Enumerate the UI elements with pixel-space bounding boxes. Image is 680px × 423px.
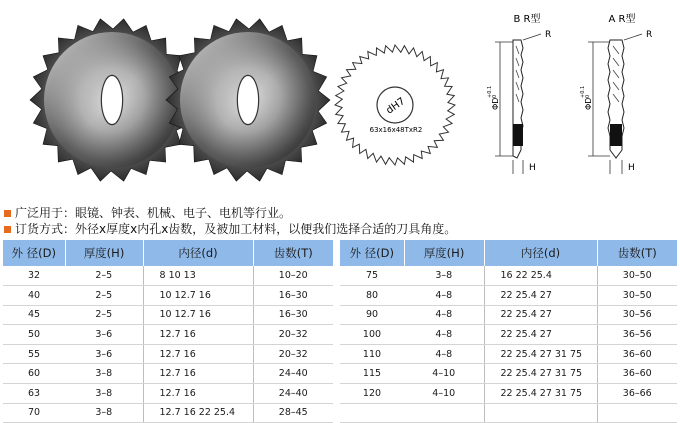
cell-diameter: 40 [3,286,65,306]
cell-diameter: 80 [340,286,404,306]
table-row [340,325,677,345]
usage-notes [4,205,456,237]
cell-diameter: 45 [3,305,65,325]
col-header-thickness: 厚度(H) [404,240,484,266]
product-illustrations [0,0,680,205]
cell-teeth: 30–50 [597,266,677,286]
table-row [340,266,677,286]
cell-teeth: 36–56 [597,325,677,345]
cell-teeth: 36–66 [597,384,677,404]
col-header-bore: 内径(d) [143,240,253,266]
cell-thickness: 3–8 [404,266,484,286]
cell-thickness: 3–8 [65,403,143,423]
table-row [3,403,333,423]
ar-r-label: R [646,30,653,40]
note-line [4,205,456,221]
br-type-title: B R型 [513,14,541,25]
col-header-diameter: 外 径(D) [340,240,404,266]
cell-thickness: 3–6 [65,344,143,364]
cell-teeth: 30–56 [597,305,677,325]
cell-diameter: 63 [3,384,65,404]
br-r-label: R [545,30,552,40]
table-row [3,344,333,364]
cell-bore: 12.7 16 22 25.4 [143,403,253,423]
table-header-row [3,240,333,266]
spec-table-right [340,240,677,423]
cell-thickness: 4–8 [404,286,484,306]
table-row [3,364,333,384]
cell-thickness: 4–10 [404,364,484,384]
note-text: 订货方式：外径x厚度x内孔x齿数，及被加工材料，以便我们选择合适的刀具角度。 [15,222,457,236]
cell-diameter: 110 [340,344,404,364]
cell-thickness: 2–5 [65,266,143,286]
bore-label: dH7 [384,95,408,117]
cell-bore: 22 25.4 27 31 75 [484,364,597,384]
table-row [3,384,333,404]
cell-diameter: 100 [340,325,404,345]
cell-bore: 12.7 16 [143,364,253,384]
table-row [340,384,677,404]
cell-teeth: 16–30 [253,286,333,306]
bullet-square-icon [4,226,11,233]
cell-thickness: 4–8 [404,344,484,364]
ar-profile-drawing [580,0,675,180]
cell-diameter: 120 [340,384,404,404]
cell-teeth: 28–45 [253,403,333,423]
cell-bore: 22 25.4 27 [484,325,597,345]
cell-thickness: 2–5 [65,286,143,306]
table-row [3,266,333,286]
cell-bore: 12.7 16 [143,325,253,345]
cell-teeth: 30–50 [597,286,677,306]
table-row [3,325,333,345]
table-row [340,364,677,384]
cell-thickness [404,403,484,423]
cell-teeth: 24–40 [253,364,333,384]
note-text: 广泛用于：眼镜、钟表、机械、电子、电机等行业。 [15,206,292,220]
cell-teeth: 20–32 [253,344,333,364]
cell-diameter: 60 [3,364,65,384]
table-row [340,305,677,325]
table-row [3,305,333,325]
cell-diameter: 90 [340,305,404,325]
cell-diameter: 32 [3,266,65,286]
cell-thickness: 4–8 [404,325,484,345]
table-header-row [340,240,677,266]
col-header-teeth: 齿数(T) [597,240,677,266]
br-tolerance-upper: +0.1 [487,85,493,98]
cell-diameter: 70 [3,403,65,423]
cell-teeth: 10–20 [253,266,333,286]
col-header-thickness: 厚度(H) [65,240,143,266]
cell-teeth: 36–60 [597,344,677,364]
cell-bore: 10 12.7 16 [143,305,253,325]
cell-teeth [597,403,677,423]
br-profile-drawing [485,0,575,180]
cell-bore: 22 25.4 27 31 75 [484,384,597,404]
cell-bore [484,403,597,423]
table-row [340,344,677,364]
cell-bore: 12.7 16 [143,384,253,404]
blade-front-view-schematic [330,40,460,170]
cell-teeth: 36–60 [597,364,677,384]
ar-diameter-label: ΦD [584,97,593,110]
ar-tolerance-lower: 0 [585,94,591,98]
bullet-square-icon [4,210,11,217]
col-header-teeth: 齿数(T) [253,240,333,266]
br-diameter-label: ΦD [491,97,500,110]
table-row [340,403,677,423]
cell-teeth: 20–32 [253,325,333,345]
table-row [340,286,677,306]
cell-thickness: 3–6 [65,325,143,345]
br-h-label: H [529,163,536,173]
cell-bore: 12.7 16 [143,344,253,364]
cell-diameter: 115 [340,364,404,384]
cell-diameter [340,403,404,423]
spec-table-left [3,240,333,423]
cell-diameter: 75 [340,266,404,286]
cell-thickness: 3–8 [65,364,143,384]
cell-teeth: 16–30 [253,305,333,325]
cell-bore: 8 10 13 [143,266,253,286]
ar-tolerance-upper: +0.1 [580,85,586,98]
cell-diameter: 50 [3,325,65,345]
cell-thickness: 4–10 [404,384,484,404]
cell-bore: 22 25.4 27 31 75 [484,344,597,364]
cell-bore: 22 25.4 27 [484,286,597,306]
note-line [4,221,456,237]
ar-h-label: H [628,163,635,173]
cell-bore: 10 12.7 16 [143,286,253,306]
col-header-bore: 内径(d) [484,240,597,266]
cell-thickness: 2–5 [65,305,143,325]
cell-teeth: 24–40 [253,384,333,404]
blade-spec-label: 63x16x48TxR2 [369,126,423,134]
ar-type-title: A R型 [608,14,636,25]
cell-thickness: 4–8 [404,305,484,325]
cell-bore: 16 22 25.4 [484,266,597,286]
cell-bore: 22 25.4 27 [484,305,597,325]
col-header-diameter: 外 径(D) [3,240,65,266]
table-row [3,286,333,306]
cell-diameter: 55 [3,344,65,364]
br-tolerance-lower: 0 [492,94,498,98]
cell-thickness: 3–8 [65,384,143,404]
